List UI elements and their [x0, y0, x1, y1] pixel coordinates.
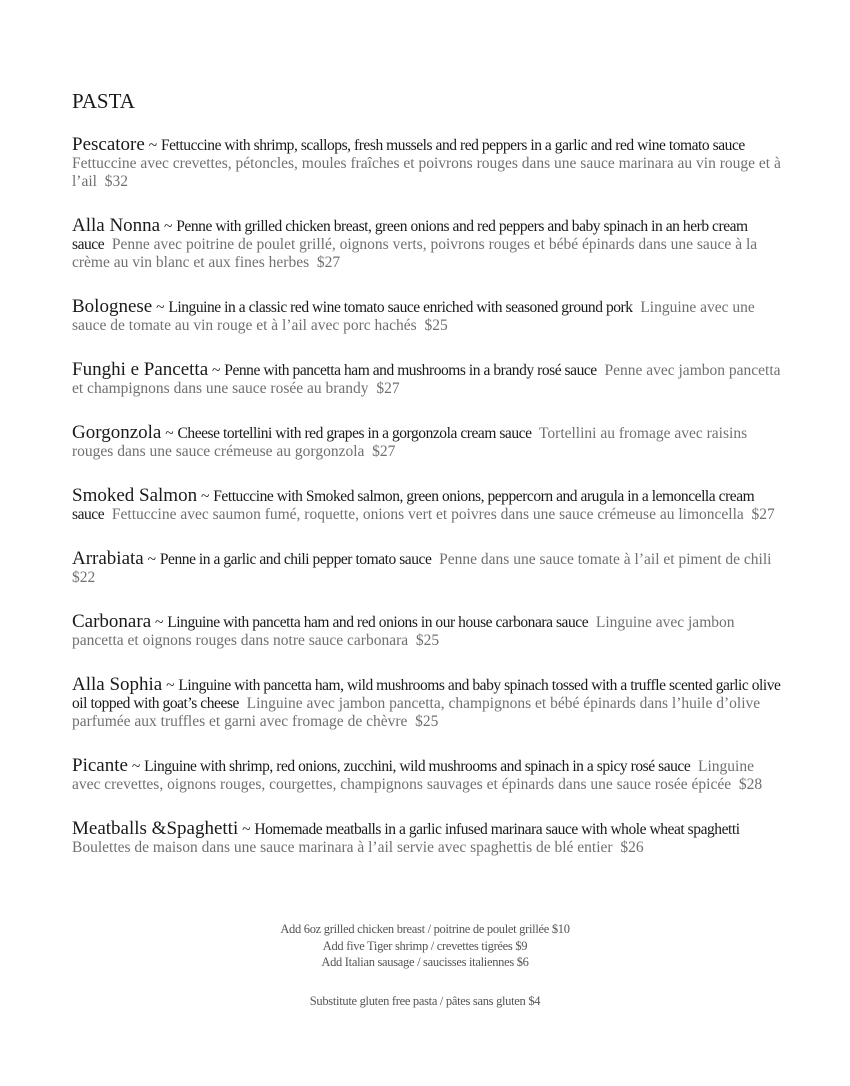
item-separator: ~ — [166, 677, 175, 694]
add-ons — [0, 921, 850, 971]
item-description-fr: Fettuccine avec crevettes, pétoncles, moules fraîches et poivrons rouges dans une sauce marinara au vin rouge et à l’ail — [72, 155, 781, 190]
item-description-fr: Penne avec jambon pancetta et champignons dans une sauce rosée au brandy — [72, 362, 781, 397]
item-price: $27 — [372, 443, 396, 460]
item-description-fr: Linguine avec une sauce de tomate au vin rouge et à l’ail avec porc hachés — [72, 299, 755, 334]
pasta-list — [72, 136, 784, 883]
item-price: $26 — [620, 839, 644, 856]
item-description-en: Homemade meatballs in a garlic infused marinara sauce with whole wheat spaghetti — [254, 821, 740, 838]
item-price: $25 — [415, 713, 439, 730]
item-separator: ~ — [148, 137, 158, 154]
item-name: Smoked Salmon — [72, 485, 198, 506]
item-description-fr: Tortellini au fromage avec raisins rouges dans une sauce crémeuse au gorgonzola — [72, 425, 748, 460]
item-price: $25 — [424, 317, 448, 334]
item-name: Carbonara — [72, 611, 152, 632]
item-price: $25 — [415, 632, 440, 649]
item-name: Alla Nonna — [72, 215, 161, 236]
item-price: $22 — [72, 569, 96, 586]
item-description-en: Fettuccine with Smoked salmon, green onions, peppercorn and arugula in a lemoncella cream sauce — [72, 488, 755, 523]
item-price: $27 — [316, 254, 341, 271]
item-name: Arrabiata — [72, 548, 144, 569]
item-separator: ~ — [164, 218, 173, 235]
item-description-en: Linguine in a classic red wine tomato sauce enriched with seasoned ground pork — [168, 299, 633, 316]
item-price: $32 — [104, 173, 128, 190]
menu-item — [72, 298, 784, 335]
item-name: Meatballs &Spaghetti — [72, 818, 239, 839]
item-description-fr: Linguine avec crevettes, oignons rouges, courgettes, champignons sauvages et épinards dans une sauce rosée épicée — [72, 758, 754, 793]
add-on-line: Add Italian sausage / saucisses italiennes $6 — [321, 955, 529, 969]
menu-item — [72, 217, 784, 272]
item-name: Picante — [72, 755, 128, 776]
gluten-free-note: Substitute gluten free pasta / pâtes sans gluten $4 — [309, 994, 541, 1008]
item-description-en: Linguine with pancetta ham and red onions in our house carbonara sauce — [167, 614, 589, 631]
item-price: $27 — [376, 380, 400, 397]
menu-item — [72, 487, 784, 524]
item-description-en: Linguine with pancetta ham, wild mushrooms and baby spinach tossed with a truffle scented garlic olive oil topped with goat’s cheese — [72, 677, 781, 712]
item-separator: ~ — [156, 299, 165, 316]
item-price: $28 — [738, 776, 763, 793]
item-description-en: Cheese tortellini with red grapes in a gorgonzola cream sauce — [177, 425, 532, 442]
item-name: Bolognese — [72, 296, 153, 317]
menu-item — [72, 613, 784, 650]
menu-item — [72, 676, 784, 731]
item-description-fr: Linguine avec jambon pancetta et oignons rouges dans notre sauce carbonara — [72, 614, 735, 649]
item-description-en: Linguine with shrimp, red onions, zucchini, wild mushrooms and spinach in a spicy rosé sauce — [144, 758, 691, 775]
item-description-fr: Fettuccine avec saumon fumé, roquette, onions vert et poivres dans une sauce crémeuse au limoncella — [111, 506, 744, 523]
menu-item — [72, 424, 784, 461]
item-description-en: Penne with grilled chicken breast, green onions and red peppers and baby spinach in an herb cream sauce — [72, 218, 748, 253]
item-separator: ~ — [131, 758, 141, 775]
item-name: Alla Sophia — [72, 674, 163, 695]
menu-item — [72, 550, 784, 587]
menu-item — [72, 136, 784, 191]
item-description-en: Penne with pancetta ham and mushrooms in a brandy rosé sauce — [224, 362, 597, 379]
item-description-fr: Penne dans une sauce tomate à l’ail et piment de chili — [439, 551, 772, 568]
add-on-line: Add 6oz grilled chicken breast / poitrine de poulet grillée $10 — [280, 922, 570, 936]
item-separator: ~ — [200, 488, 210, 505]
add-on-line: Add five Tiger shrimp / crevettes tigrées $9 — [322, 938, 528, 953]
menu-item — [72, 820, 784, 857]
item-name: Pescatore — [72, 134, 145, 155]
item-name: Funghi e Pancetta — [72, 359, 209, 380]
item-description-en: Penne in a garlic and chili pepper tomato sauce — [159, 551, 432, 568]
item-description-en: Fettuccine with shrimp, scallops, fresh mussels and red peppers in a garlic and red wine tomato sauce — [160, 137, 745, 154]
item-separator: ~ — [155, 614, 164, 631]
item-description-fr: Linguine avec jambon pancetta, champignons et bébé épinards dans l’huile d’olive parfumée aux truffles et garni avec fromage de chèvre — [72, 695, 761, 730]
menu-item — [72, 757, 784, 794]
item-description-fr: Boulettes de maison dans une sauce marinara à l’ail servie avec spaghettis de blé entier — [72, 839, 613, 856]
section-title: PASTA — [72, 89, 135, 113]
item-separator: ~ — [147, 551, 156, 568]
item-separator: ~ — [165, 425, 174, 442]
item-description-fr: Penne avec poitrine de poulet grillé, oignons verts, poivrons rouges et bébé épinards dans une sauce à la crème au vin blanc et aux fines herbes — [72, 236, 758, 271]
item-price: $27 — [751, 506, 775, 523]
item-name: Gorgonzola — [72, 422, 162, 443]
item-separator: ~ — [242, 821, 251, 838]
item-separator: ~ — [212, 362, 221, 379]
menu-item — [72, 361, 784, 398]
